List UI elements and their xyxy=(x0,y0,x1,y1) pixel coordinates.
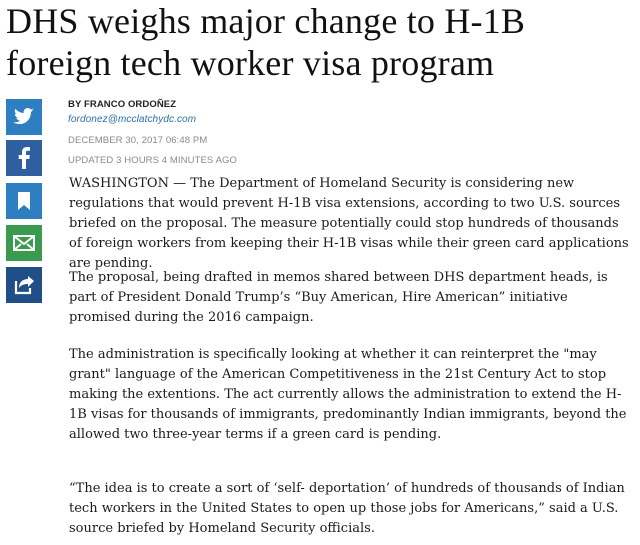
article-paragraph-1: WASHINGTON — The Department of Homeland Security is considering new regulations that would prevent H-1B visa extensions, according to two U.S. sources briefed on the proposal. The measure potentially could stop hundreds of thousands of foreign workers from keeping their H-1B visas while their green card applications are pending. xyxy=(69,176,629,271)
share-bookmark-button[interactable] xyxy=(6,183,42,219)
article-headline: DHS weighs major change to H-1B foreign tech worker visa program xyxy=(6,1,526,83)
twitter-icon xyxy=(13,108,35,126)
article-paragraph-3: The administration is specifically looking at whether it can reinterpret the "may grant" language of the American Competitiveness in the 21st Century Act to stop making the extentions. The act currently allows the administration to extend the H-1B visas for thousands of immigrants, predominantly Indian immigrants, beyond the allowed two three-year terms if a green card is pending. xyxy=(69,347,627,442)
bookmark-icon xyxy=(17,192,31,210)
email-icon xyxy=(13,235,35,251)
updated-time: UPDATED 3 HOURS 4 MINUTES AGO xyxy=(68,155,238,166)
share-email-button[interactable] xyxy=(6,225,42,261)
share-more-button[interactable] xyxy=(6,267,42,303)
facebook-icon xyxy=(18,147,30,169)
share-facebook-button[interactable] xyxy=(6,140,42,176)
author-email-link[interactable]: fordonez@mcclatchydc.com xyxy=(68,114,197,125)
publish-date: DECEMBER 30, 2017 06:48 PM xyxy=(68,135,208,146)
article-paragraph-2: The proposal, being drafted in memos shared between DHS department heads, is part of President Donald Trump’s “Buy American, Hire American” initiative promised during the 2016 campaign. xyxy=(69,270,608,325)
author-byline: BY FRANCO ORDOÑEZ xyxy=(68,99,177,110)
article-paragraph-4: “The idea is to create a sort of ‘self- deportation’ of hundreds of thousands of Indian tech workers in the United States to open up those jobs for Americans,” said a U.S. source briefed by Homeland Security officials. xyxy=(69,481,625,536)
share-twitter-button[interactable] xyxy=(6,99,42,135)
share-icon xyxy=(13,275,35,295)
